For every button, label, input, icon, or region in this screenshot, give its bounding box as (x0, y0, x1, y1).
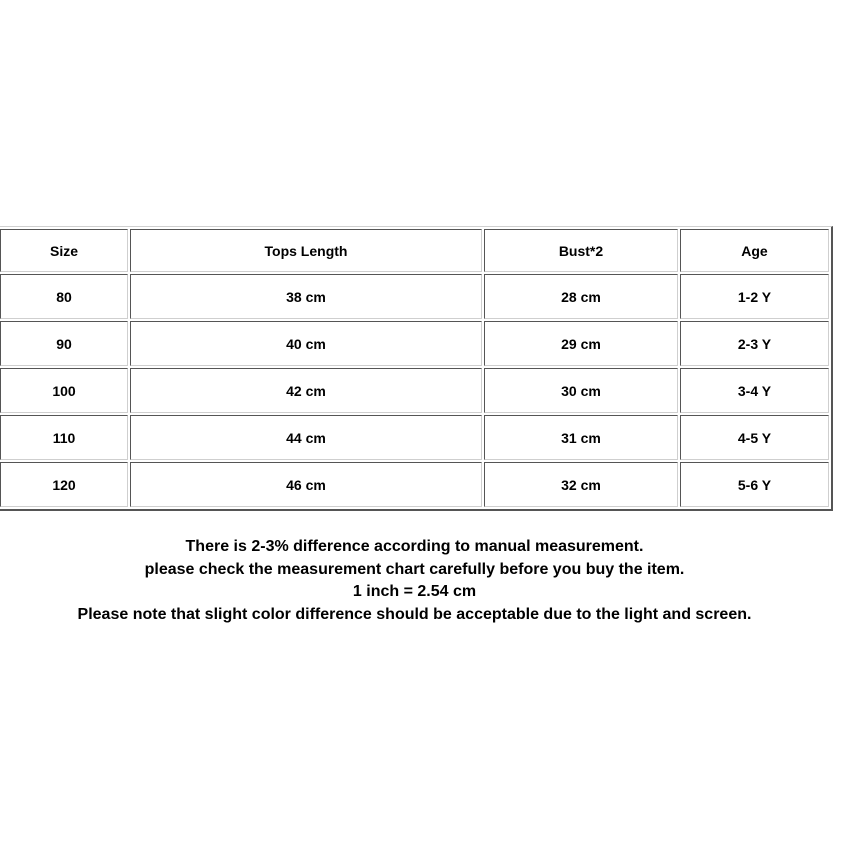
cell-tops-length: 40 cm (130, 321, 482, 366)
cell-size: 90 (0, 321, 128, 366)
cell-tops-length: 44 cm (130, 415, 482, 460)
table-row (0, 462, 829, 507)
table-row (0, 368, 829, 413)
header-age: Age (680, 229, 829, 272)
header-size: Size (0, 229, 128, 272)
cell-tops-length: 38 cm (130, 274, 482, 319)
note-difference: There is 2-3% difference according to manual measurement. (185, 538, 644, 555)
cell-bust: 30 cm (484, 368, 678, 413)
cell-age: 4-5 Y (680, 415, 829, 460)
cell-size: 100 (0, 368, 128, 413)
cell-age: 2-3 Y (680, 321, 829, 366)
note-inch-conversion: 1 inch = 2.54 cm (352, 583, 477, 600)
header-bust: Bust*2 (484, 229, 678, 272)
header-tops-length: Tops Length (130, 229, 482, 272)
cell-age: 1-2 Y (680, 274, 829, 319)
cell-tops-length: 42 cm (130, 368, 482, 413)
cell-bust: 32 cm (484, 462, 678, 507)
note-check-chart: please check the measurement chart carefully before you buy the item. (144, 560, 685, 578)
note-color-difference: Please note that slight color difference should be acceptable due to the light and screen. (77, 605, 752, 623)
table-row (0, 274, 829, 319)
cell-bust: 28 cm (484, 274, 678, 319)
cell-size: 120 (0, 462, 128, 507)
cell-age: 5-6 Y (680, 462, 829, 507)
table-row (0, 321, 829, 366)
cell-age: 3-4 Y (680, 368, 829, 413)
cell-size: 110 (0, 415, 128, 460)
table-header-row (0, 229, 829, 272)
size-chart-table (0, 226, 833, 511)
cell-bust: 31 cm (484, 415, 678, 460)
cell-size: 80 (0, 274, 128, 319)
measurement-notes (0, 536, 829, 626)
cell-bust: 29 cm (484, 321, 678, 366)
table-row (0, 415, 829, 460)
cell-tops-length: 46 cm (130, 462, 482, 507)
